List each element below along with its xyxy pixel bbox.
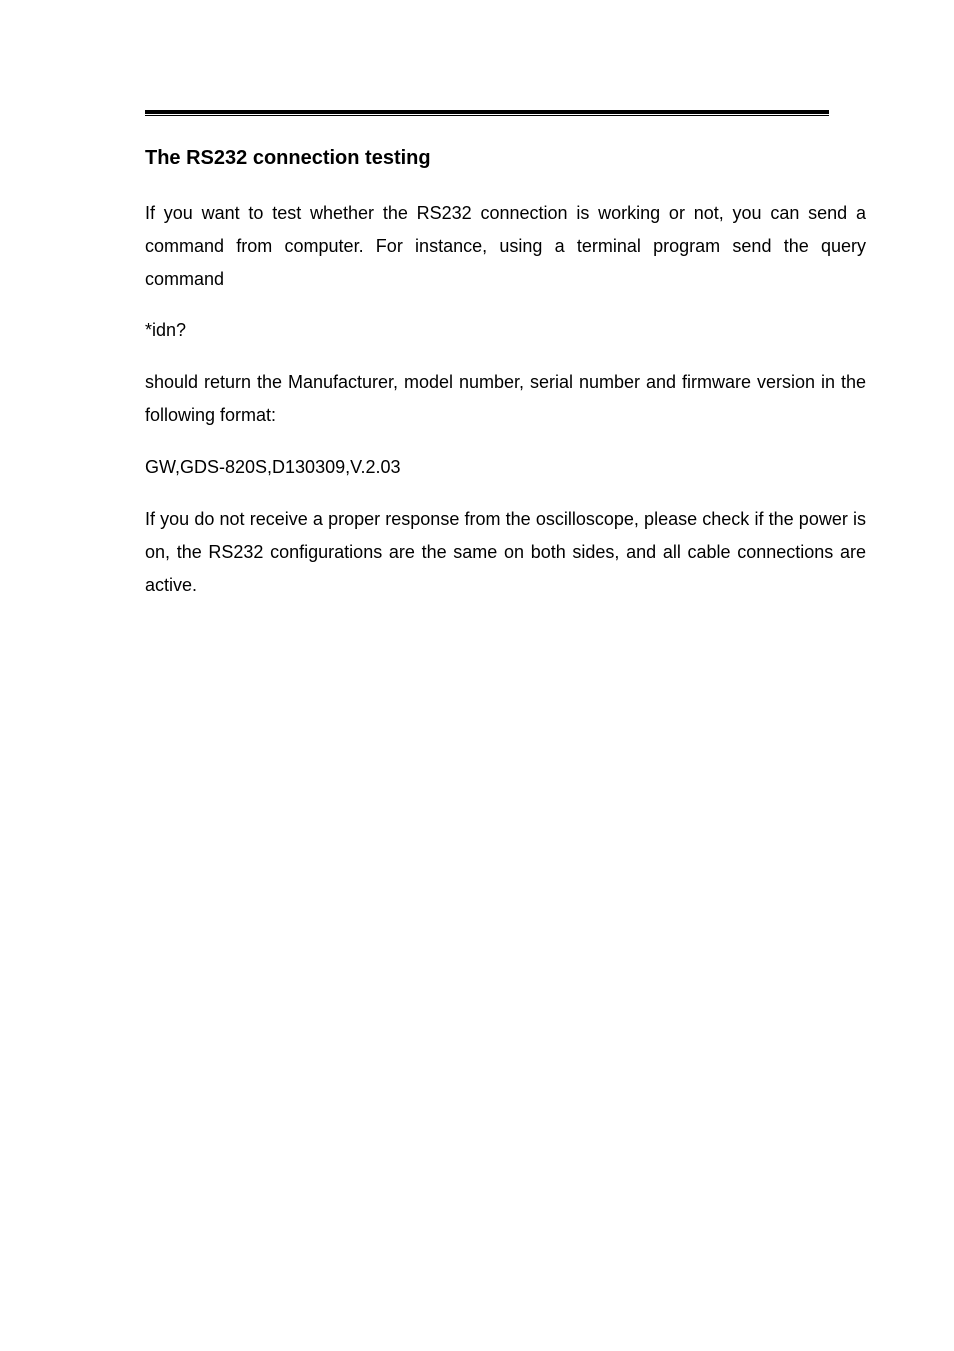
- paragraph-intro: If you want to test whether the RS232 connection is working or not, you can send a command from computer. For instance, using a terminal program send the query command: [145, 203, 866, 289]
- header-rule-thin: [145, 115, 829, 116]
- section-body: [145, 144, 866, 602]
- response-example: GW,GDS-820S,D130309,V.2.03: [145, 457, 401, 477]
- paragraph-return: should return the Manufacturer, model number, serial number and firmware version in the following format:: [145, 372, 866, 425]
- section-heading: The RS232 connection testing: [145, 147, 431, 169]
- header-rule: [145, 110, 829, 116]
- command-query: *idn?: [145, 320, 187, 340]
- paragraph-troubleshoot: If you do not receive a proper response from the oscilloscope, please check if the power is on, the RS232 configurations are the same on both sides, and all cable connections are active.: [145, 509, 866, 595]
